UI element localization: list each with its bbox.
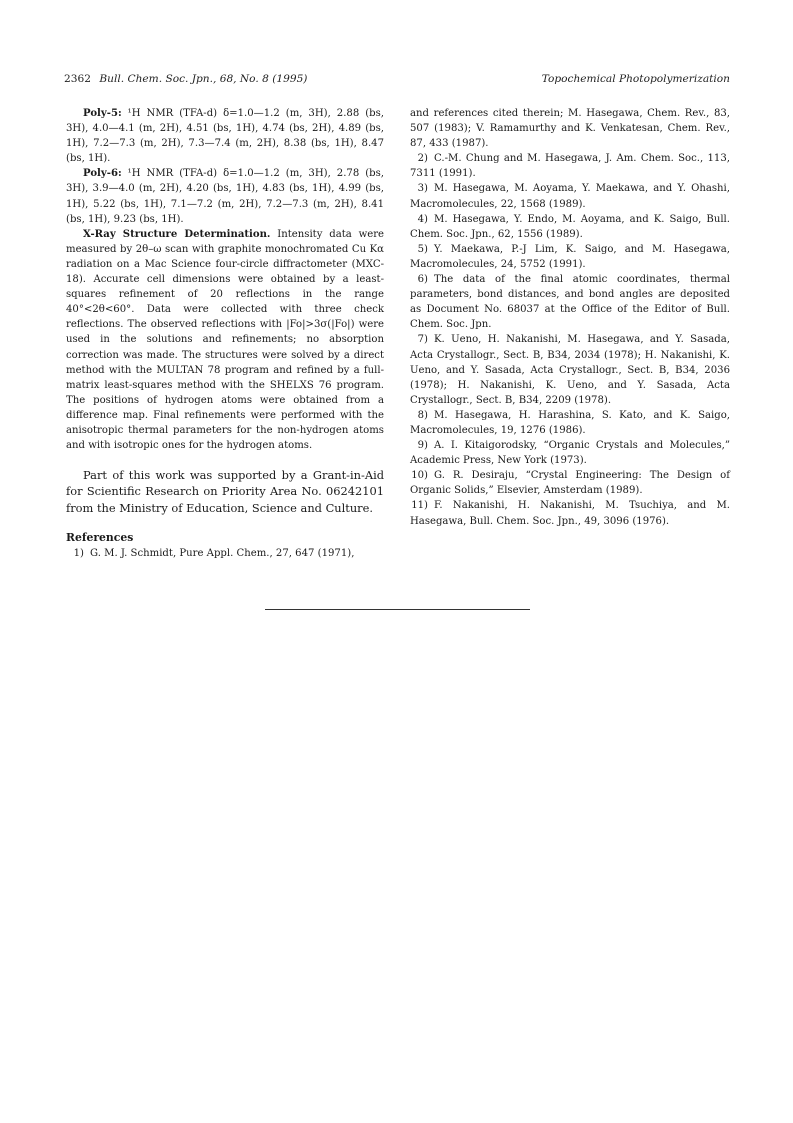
reference-number: 3) bbox=[417, 183, 428, 195]
reference-text: Y. Maekawa, P.-J Lim, K. Saigo, and M. Hasegawa, Macromolecules, 24, 5752 (1991). bbox=[410, 243, 730, 270]
reference-text: G. M. J. Schmidt, Pure Appl. Chem., 27, 647 (1971), bbox=[90, 547, 355, 559]
right-column bbox=[410, 106, 730, 529]
xray-paragraph bbox=[66, 227, 384, 453]
left-column bbox=[66, 106, 384, 561]
poly6-nmr-text: ¹H NMR (TFA-d) δ=1.0—1.2 (m, 3H), 2.78 (bs, 3H), 3.9—4.0 (m, 2H), 4.20 (bs, 1H), 4.83 (bs, 1H), 4.99 (bs, 1H), 5.22 (bs, 1H), 7.1—7.2 (m, 2H), 7.2—7.3 (m, 2H), 8.41 (bs, 1H), 9.23 (bs, 1H). bbox=[66, 168, 384, 225]
reference-7 bbox=[410, 332, 730, 407]
reference-number: 5) bbox=[417, 243, 428, 255]
reference-9 bbox=[410, 438, 730, 468]
reference-text: M. Hasegawa, M. Aoyama, Y. Maekawa, and Y. Ohashi, Macromolecules, 22, 1568 (1989). bbox=[410, 183, 730, 210]
references-heading: References bbox=[66, 530, 134, 544]
reference-text: C.-M. Chung and M. Hasegawa, J. Am. Chem. Soc., 113, 7311 (1991). bbox=[410, 153, 730, 180]
journal-citation: Bull. Chem. Soc. Jpn., 68, No. 8 (1995) bbox=[99, 73, 308, 85]
reference-text: M. Hasegawa, Y. Endo, M. Aoyama, and K. Saigo, Bull. Chem. Soc. Jpn., 62, 1556 (1989). bbox=[410, 213, 730, 240]
reference-text: G. R. Desiraju, “Crystal Engineering: The Design of Organic Solids,” Elsevier, Amsterdam (1989). bbox=[410, 470, 730, 497]
reference-number: 6) bbox=[417, 274, 428, 286]
reference-number: 1) bbox=[73, 547, 84, 559]
reference-1-continued: and references cited therein; M. Hasegawa, Chem. Rev., 83, 507 (1983); V. Ramamurthy and K. Venkatesan, Chem. Rev., 87, 433 (1987). bbox=[410, 108, 730, 150]
reference-number: 7) bbox=[417, 334, 428, 346]
reference-number: 9) bbox=[417, 440, 428, 452]
reference-5 bbox=[410, 242, 730, 272]
end-rule bbox=[265, 609, 530, 610]
reference-3 bbox=[410, 181, 730, 211]
reference-number: 4) bbox=[417, 213, 428, 225]
header-left bbox=[64, 73, 307, 85]
reference-text: A. I. Kitaigorodsky, “Organic Crystals and Molecules,” Academic Press, New York (1973). bbox=[410, 440, 730, 467]
poly5-nmr-text: ¹H NMR (TFA-d) δ=1.0—1.2 (m, 3H), 2.88 (bs, 3H), 4.0—4.1 (m, 2H), 4.51 (bs, 1H), 4.74 (bs, 2H), 4.89 (bs, 1H), 7.2—7.3 (m, 2H), 7.3—7.4 (m, 2H), 8.38 (bs, 1H), 8.47 (bs, 1H). bbox=[66, 108, 384, 165]
reference-text: The data of the final atomic coordinates, thermal parameters, bond distances, and bond angles are deposited as Document No. 68037 at the Office of the Editor of Bull. Chem. Soc. Jpn. bbox=[410, 274, 730, 331]
poly5-paragraph bbox=[66, 106, 384, 166]
reference-text: K. Ueno, H. Nakanishi, M. Hasegawa, and Y. Sasada, Acta Crystallogr., Sect. B, B34, 2034 (1978); H. Nakanishi, K. Ueno, and Y. Sasada, Acta Crystallogr., Sect. B, B34, 2036 (1978); H. Nakanishi, K. Ueno, and Y. Sasada, Acta Crystallogr., Sect. B, B34, 2209 (1978). bbox=[410, 334, 730, 406]
reference-text: F. Nakanishi, H. Nakanishi, M. Tsuchiya, and M. Hasegawa, Bull. Chem. Soc. Jpn., 49, 3096 (1976). bbox=[410, 500, 730, 527]
reference-11 bbox=[410, 498, 730, 528]
reference-number: 11) bbox=[411, 500, 428, 512]
poly6-paragraph bbox=[66, 166, 384, 226]
reference-text: M. Hasegawa, H. Harashina, S. Kato, and K. Saigo, Macromolecules, 19, 1276 (1986). bbox=[410, 409, 730, 436]
reference-8 bbox=[410, 408, 730, 438]
reference-number: 8) bbox=[417, 409, 428, 421]
reference-10 bbox=[410, 468, 730, 498]
page-number: 2362 bbox=[64, 73, 91, 85]
xray-heading: X-Ray Structure Determination. bbox=[83, 228, 271, 240]
xray-text: Intensity data were measured by 2θ–ω scan with graphite monochromated Cu Kα radiation on a Mac Science four-circle diffractometer (MXC-18). Accurate cell dimensions were obtained by a least-squares refinement of 20 reflections in the range 40°<2θ<60°. Data were collected with three check reflections. The observed reflections with |Fo|>3σ(|Fo|) were used in the solutions and refinements; no absorption correction was made. The structures were solved by a direct method with the MULTAN 78 program and refined by a full-matrix least-squares method with the SHELXS 76 program. The positions of hydrogen atoms were obtained from a difference map. Final refinements were performed with the anisotropic thermal parameters for the non-hydrogen atoms and with isotropic ones for the hydrogen atoms. bbox=[66, 228, 384, 452]
reference-2 bbox=[410, 151, 730, 181]
poly5-label: Poly-5: bbox=[83, 108, 122, 119]
poly6-label: Poly-6: bbox=[83, 168, 122, 180]
running-title: Topochemical Photopolymerization bbox=[541, 73, 730, 85]
reference-number: 10) bbox=[411, 470, 428, 482]
reference-1 bbox=[66, 546, 384, 561]
reference-6 bbox=[410, 272, 730, 332]
acknowledgement: Part of this work was supported by a Grant-in-Aid for Scientific Research on Priority Area No. 06242101 from the Ministry of Education, Science and Culture. bbox=[66, 468, 384, 515]
reference-list bbox=[410, 151, 730, 528]
reference-number: 2) bbox=[417, 153, 428, 165]
reference-4 bbox=[410, 212, 730, 242]
